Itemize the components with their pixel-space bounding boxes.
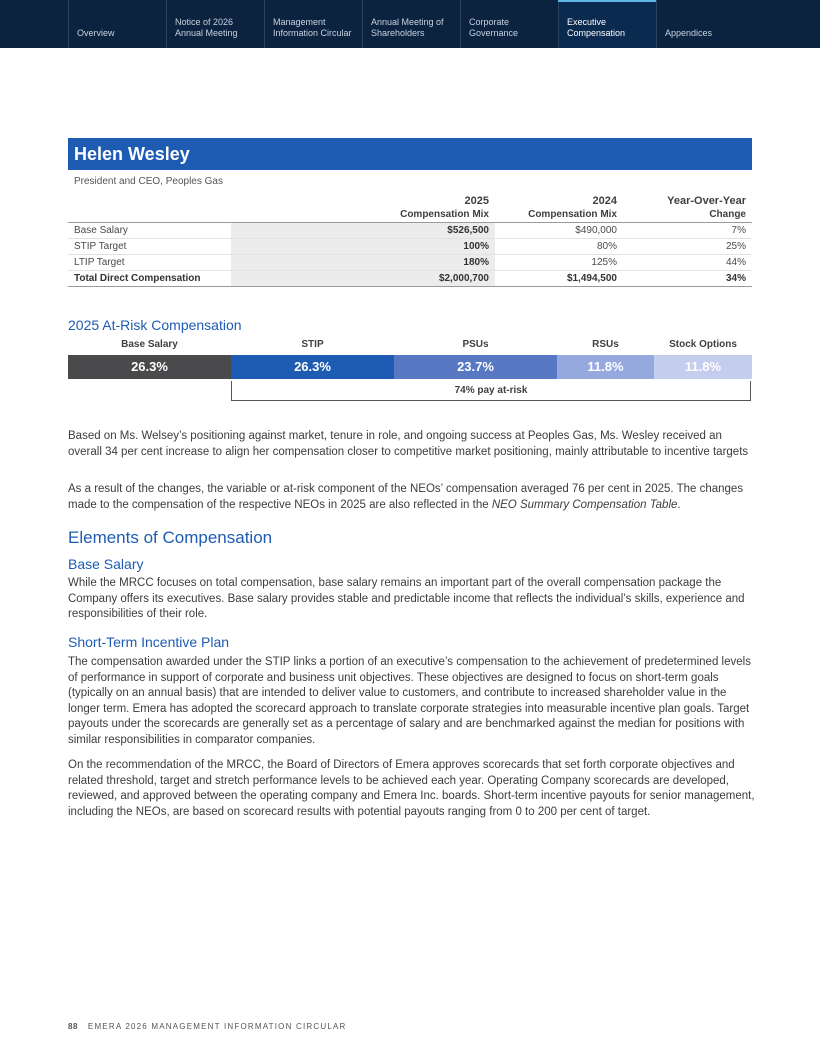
- at-risk-segment-label: Base Salary: [121, 339, 178, 350]
- tab-label: Annual Meeting of Shareholders: [371, 17, 444, 38]
- header-cell-label: [68, 189, 231, 222]
- at-risk-title: 2025 At-Risk Compensation: [68, 317, 242, 333]
- at-risk-segment-label: RSUs: [592, 339, 619, 350]
- value-2024: 80%: [495, 238, 623, 254]
- tab-label: Notice of 2026 Annual Meeting: [175, 17, 238, 38]
- paragraph-base-salary: While the MRCC focuses on total compensation, base salary remains an important part of the overall compensation package the Company offers its executives. Base salary provides stable and predictable income that reflects the individual’s skills, experience and responsibilities of their role.: [68, 577, 745, 621]
- paragraph-text: .: [677, 498, 681, 511]
- at-risk-bar: [68, 355, 752, 379]
- value-change: 34%: [623, 270, 752, 286]
- tab-label: Overview: [77, 28, 115, 38]
- paragraph-increase-rationale: Based on Ms. Welsey’s positioning against market, tenure in role, and ongoing success at Peoples Gas, Ms. Wesley received an overall 34 per cent increase to align her compensation closer to competitive market positioning, mainly attributable to incentive targets: [68, 430, 749, 458]
- header-subtitle: Compensation Mix: [528, 208, 617, 220]
- value-2025: $526,500: [231, 222, 495, 238]
- header-subtitle: Compensation Mix: [400, 208, 489, 220]
- paragraph-at-risk-average: [68, 482, 758, 513]
- page-number: 88: [68, 1022, 78, 1031]
- at-risk-segment: 26.3%: [68, 355, 231, 379]
- row-label: Base Salary: [68, 222, 231, 238]
- row-label: LTIP Target: [68, 254, 231, 270]
- table-row: [68, 222, 752, 238]
- value-2024: $490,000: [495, 222, 623, 238]
- row-label: STIP Target: [68, 238, 231, 254]
- tab-corporate-governance[interactable]: [460, 0, 558, 48]
- table-row: [68, 238, 752, 254]
- at-risk-segment: 26.3%: [231, 355, 394, 379]
- compensation-table: [68, 189, 752, 287]
- at-risk-segment: 23.7%: [394, 355, 557, 379]
- page-footer: [68, 1022, 347, 1031]
- value-2025: 100%: [231, 238, 495, 254]
- at-risk-bracket: [231, 381, 751, 401]
- at-risk-bracket-label: 74% pay at-risk: [454, 385, 528, 396]
- tab-label: Executive Compensation: [567, 17, 626, 38]
- value-2024: $1,494,500: [495, 270, 623, 286]
- tab-overview[interactable]: [68, 0, 166, 48]
- table-row: [68, 254, 752, 270]
- at-risk-segment: 11.8%: [557, 355, 654, 379]
- row-label: Total Direct Compensation: [68, 270, 231, 286]
- at-risk-segment-label: PSUs: [462, 339, 489, 350]
- header-year: 2024: [592, 194, 617, 207]
- at-risk-bar-labels: [68, 339, 752, 353]
- paragraph-text: As a result of the changes, the variable or at-risk component of the NEOs’ compensation averaged 76 per cent in 2025. The changes made to the compensation of the respective NEOs in 2025 are also reflected in the: [68, 483, 744, 511]
- paragraph-stip-1: The compensation awarded under the STIP links a portion of an executive’s compensation to the achievement of predetermined levels of performance in support of corporate and business unit objectives. These objectives are designed to focus on short-term goals (typically on an annual basis) that are intended to deliver value to customers, and contribute to increased shareholder value in the longer term. Emera has adopted the scorecard approach to translate corporate strategies into measurable incentive plan goals. Target payouts under the scorecards are generally set as a percentage of salary and are benchmarked against the median for positions with similar responsibilities in comparator companies.: [68, 656, 751, 746]
- tab-annual-meeting-of-shareholders[interactable]: [362, 0, 460, 48]
- value-2025: 180%: [231, 254, 495, 270]
- tab-label: Corporate Governance: [469, 17, 519, 38]
- executive-name-banner: Helen Wesley: [68, 138, 752, 170]
- value-change: 7%: [623, 222, 752, 238]
- tab-management-information-circular[interactable]: [264, 0, 362, 48]
- subheading-base-salary: Base Salary: [68, 556, 144, 572]
- at-risk-segment-label: STIP: [301, 339, 324, 350]
- value-change: 44%: [623, 254, 752, 270]
- value-2024: 125%: [495, 254, 623, 270]
- section-heading-elements: Elements of Compensation: [68, 528, 273, 547]
- table-header-row: [68, 189, 752, 222]
- footer-title: EMERA 2026 MANAGEMENT INFORMATION CIRCULAR: [87, 1022, 347, 1031]
- summary-table-reference: NEO Summary Compensation Table: [491, 498, 678, 511]
- subheading-stip: Short-Term Incentive Plan: [68, 634, 230, 650]
- table-total-row: [68, 270, 752, 286]
- tab-label: Management Information Circular: [273, 17, 352, 38]
- tab-label: Appendices: [665, 28, 713, 38]
- header-year: Year-Over-Year: [667, 194, 746, 207]
- header-subtitle: Change: [709, 208, 746, 220]
- executive-role: President and CEO, Peoples Gas: [74, 176, 223, 187]
- value-change: 25%: [623, 238, 752, 254]
- value-2025: $2,000,700: [231, 270, 495, 286]
- header-cell-2024: [495, 189, 623, 222]
- header-year: 2025: [464, 194, 489, 207]
- tab-notice-of-annual-meeting[interactable]: [166, 0, 264, 48]
- top-navigation: [0, 0, 820, 48]
- at-risk-segment: 11.8%: [654, 355, 752, 379]
- tab-appendices[interactable]: [656, 0, 754, 48]
- header-cell-2025: [231, 189, 495, 222]
- tab-executive-compensation[interactable]: [558, 0, 656, 48]
- at-risk-segment-label: Stock Options: [669, 339, 737, 350]
- header-cell-yoy: [623, 189, 752, 222]
- paragraph-stip-2: On the recommendation of the MRCC, the Board of Directors of Emera approves scorecards that set forth corporate objectives and related threshold, target and stretch performance levels to be achieved each year. Operating Company scorecards are developed, reviewed, and approved between the operating company and Emera Inc. boards. Short-term incentive payouts for senior management, including the NEOs, are based on scorecard results with potential payouts ranging from 0 to 200 per cent of target.: [68, 759, 755, 818]
